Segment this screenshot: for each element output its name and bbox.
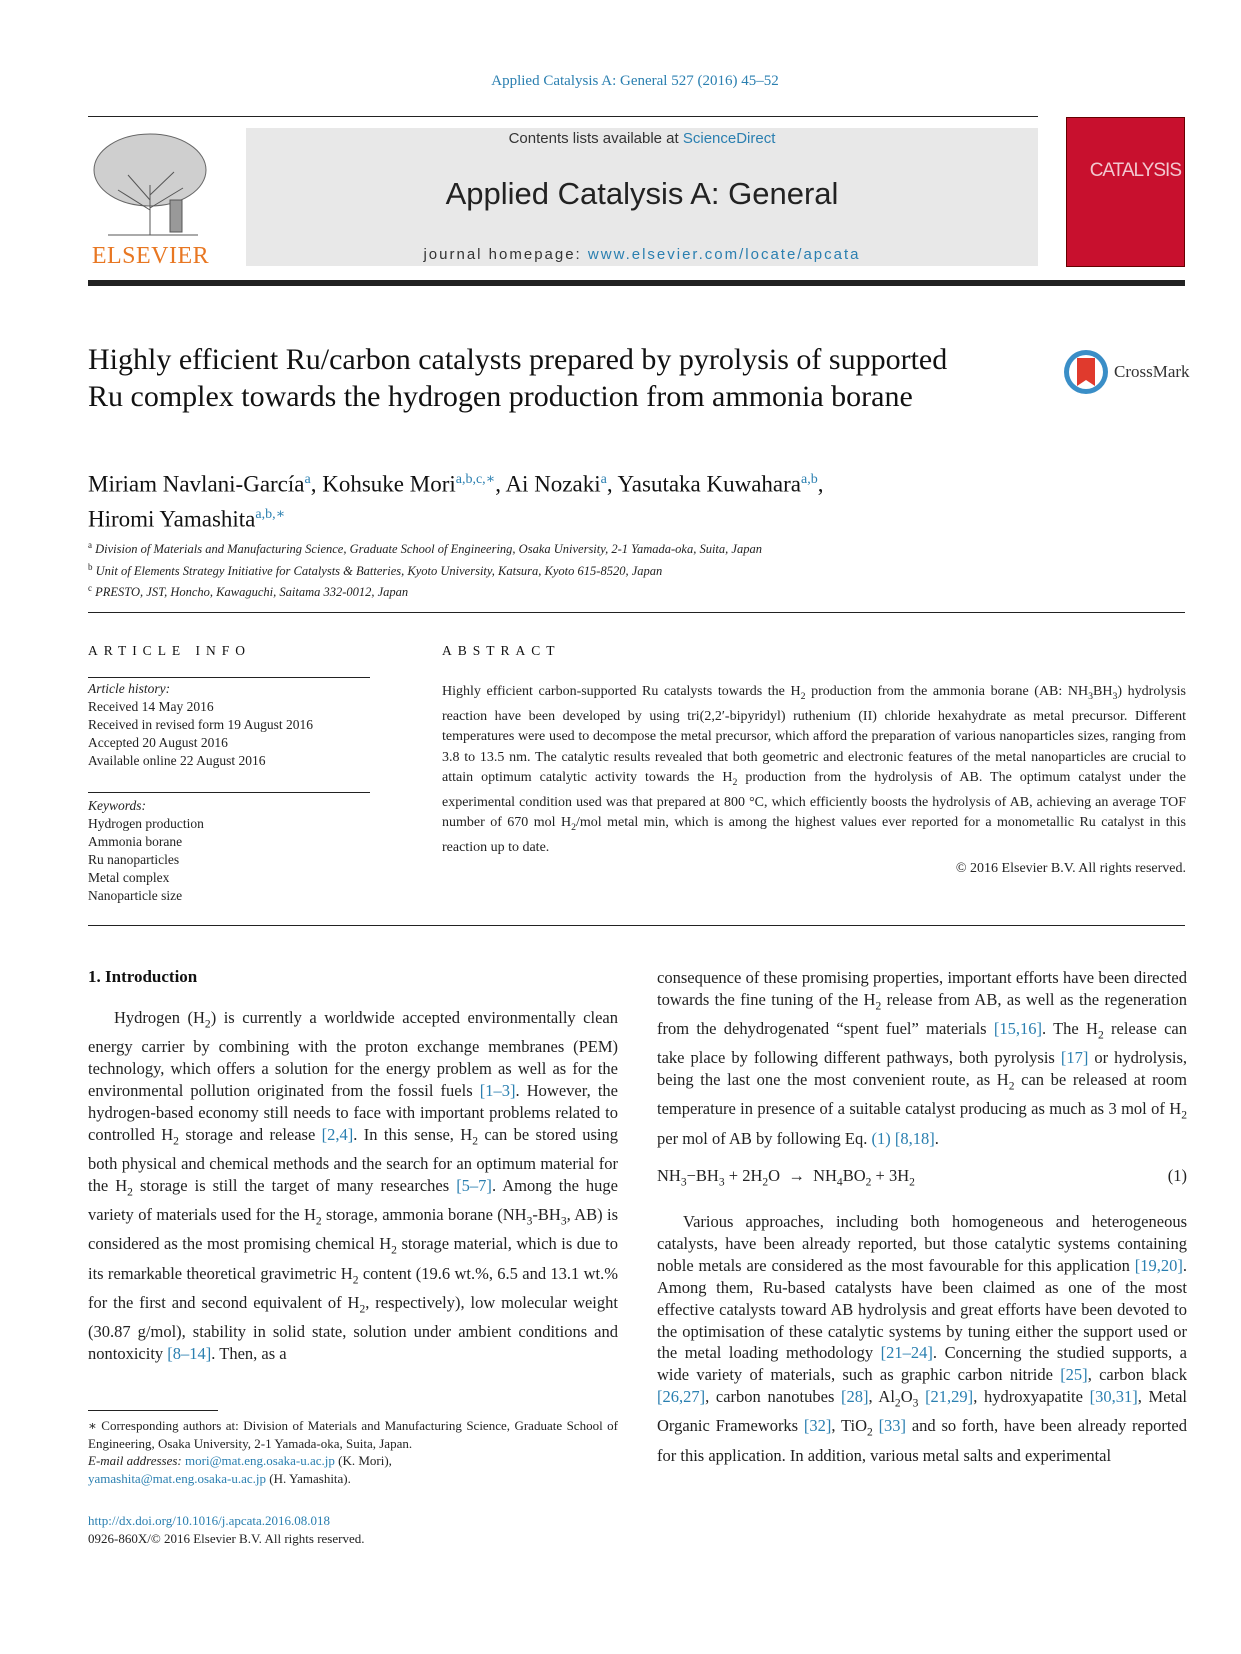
affiliation-line xyxy=(88,580,1088,602)
ref-link[interactable]: [21–24] xyxy=(880,1343,933,1363)
ref-link[interactable]: [8–14] xyxy=(167,1343,212,1363)
abstract-copyright: © 2016 Elsevier B.V. All rights reserved. xyxy=(955,860,1186,876)
footnote xyxy=(88,1417,618,1487)
keyword: Nanoparticle size xyxy=(88,888,183,903)
author-name[interactable]: Kohsuke Mori xyxy=(322,471,456,497)
author-affiliation-mark[interactable]: a,b,∗ xyxy=(255,506,286,522)
abstract-heading: ABSTRACT xyxy=(442,643,561,658)
header-thick-rule xyxy=(88,280,1185,286)
ref-link[interactable]: [33] xyxy=(878,1416,907,1436)
author-name[interactable]: Yasutaka Kuwahara xyxy=(617,471,802,497)
ref-link[interactable]: [1–3] xyxy=(479,1081,516,1101)
equation-1: $NH_3-BH_3 + 2H_2O \to NH_4BO_2 + 3H_2$ (1) xyxy=(657,1166,1187,1189)
article-info-heading: ARTICLE INFO xyxy=(88,643,252,658)
email-line xyxy=(88,1452,618,1487)
equation-link[interactable]: (1) xyxy=(871,1128,891,1148)
ref-link[interactable]: [26,27] xyxy=(657,1387,706,1407)
intro-column-right-bottom: Various approaches, including both homogeneous and heterogeneous catalysts, have been already reported, but those catalytic systems containing noble metals are considered as the most favourable for this application [19,20]. Among them, Ru-based catalysts have been claimed as one of the most effective catalysts toward AB hydrolysis and great efforts have been devoted to the optimisation of these catalytic systems by tuning either the support used or the metal loading methodology [21–24]. Concerning the studied supports, a wide variety of materials, such as graphic carbon nitride [25], carbon black [26,27], carbon nanotubes [28], $Al_2O_3$ [21,29], hydroxyapatite [30,31], Metal Organic Frameworks [32], TiO$_2$ [33] and so forth, have been already reported for this application. In addition, various metal salts and experimental xyxy=(657,1212,1188,1465)
affiliation-text: Unit of Elements Strategy Initiative for Catalysts & Batteries, Kyoto University, Katsura, Kyoto 615-8520, Japan xyxy=(95,563,663,578)
homepage-prefix: journal homepage: xyxy=(423,246,588,263)
author-affiliation-mark[interactable]: a xyxy=(304,472,311,487)
author-list: Miriam Navlani-García$^a$, Kohsuke Mori$^{a,b,c,∗}$, Ai Nozaki$^a$, Yasutaka Kuwahara$^{a,b}$, Hiromi Yamashita$^{a,b,∗}$ xyxy=(88,471,824,532)
keyword: Hydrogen production xyxy=(88,816,204,831)
homepage-line xyxy=(246,246,1038,263)
elsevier-logo[interactable] xyxy=(88,130,213,270)
ref-link[interactable]: [19,20] xyxy=(1134,1255,1183,1275)
author-affiliation-mark[interactable]: a,b xyxy=(801,472,818,487)
author-affiliation-mark[interactable]: a xyxy=(600,472,607,487)
article-history xyxy=(88,680,370,770)
email-owner: (H. Yamashita). xyxy=(266,1470,351,1486)
keyword: Metal complex xyxy=(88,870,170,885)
ref-link[interactable]: [30,31] xyxy=(1089,1387,1138,1407)
email-link[interactable]: mori@mat.eng.osaka-u.ac.jp xyxy=(185,1453,335,1468)
author-name[interactable]: Ai Nozaki xyxy=(505,471,601,497)
info-rule xyxy=(88,677,370,678)
footnote-rule xyxy=(88,1410,218,1411)
history-item: Accepted 20 August 2016 xyxy=(88,735,228,750)
ref-link[interactable]: [2,4] xyxy=(321,1124,354,1144)
contents-line xyxy=(246,130,1038,147)
section-rule xyxy=(88,612,1185,613)
affiliation-mark: c xyxy=(88,583,92,594)
journal-title: Applied Catalysis A: General xyxy=(445,176,839,211)
journal-banner xyxy=(246,128,1038,266)
journal-cover[interactable] xyxy=(1066,117,1185,267)
email-owner: (K. Mori), xyxy=(334,1453,392,1468)
ref-link[interactable]: [21,29] xyxy=(925,1387,974,1407)
cover-title: CATALYSIS xyxy=(1089,160,1181,181)
history-label: Article history: xyxy=(88,681,171,696)
ref-link[interactable]: [25] xyxy=(1060,1365,1088,1385)
ref-link[interactable]: [8,18] xyxy=(894,1128,935,1148)
crossmark-label: CrossMark xyxy=(1114,362,1190,381)
affiliation-text: Division of Materials and Manufacturing Science, Graduate School of Engineering, Osaka University, 2-1 Yamada-oka, Suita, Japan xyxy=(95,542,762,557)
affiliation-line xyxy=(88,559,1088,581)
equation-number: (1) xyxy=(1167,1166,1187,1185)
sciencedirect-link[interactable]: ScienceDirect xyxy=(682,130,776,147)
issn-line: 0926-860X/© 2016 Elsevier B.V. All rights reserved. xyxy=(88,1530,365,1546)
keyword: Ru nanoparticles xyxy=(88,852,180,867)
header-rule xyxy=(88,116,1038,117)
corresponding-note: ∗ Corresponding authors at: Division of Materials and Manufacturing Science, Graduate School of Engineering, Osaka University, 2-1 Yamada-oka, Suita, Japan. xyxy=(88,1418,618,1451)
doi-block xyxy=(88,1512,364,1547)
paper-title: Highly efficient Ru/carbon catalysts prepared by pyrolysis of supported Ru complex towards the hydrogen production from ammonia borane xyxy=(88,343,948,413)
ref-link[interactable]: [28] xyxy=(841,1387,869,1407)
keyword: Ammonia borane xyxy=(88,834,183,849)
doi-link[interactable]: http://dx.doi.org/10.1016/j.apcata.2016.08.018 xyxy=(88,1513,331,1528)
author-affiliation-mark[interactable]: a,b,c,∗ xyxy=(455,472,496,487)
ref-link[interactable]: [5–7] xyxy=(456,1175,492,1195)
homepage-link[interactable]: www.elsevier.com/locate/apcata xyxy=(587,246,861,263)
elsevier-wordmark: ELSEVIER xyxy=(91,243,210,269)
affiliation-mark: b xyxy=(88,561,93,572)
intro-column-left: Hydrogen $(H_2)$ is currently a worldwide accepted environmentally clean energy carrier by combining with the proton exchange membranes (PEM) technology, which offers a solution for the energy problem as well as for the environmental pollution originated from the fossil fuels [1–3]. However, the hydrogen-based economy still needs to face with important problems related to controlled $H_2$ storage and release [2,4]. In this sense, $H_2$ can be stored using both physical and chemical methods and the search for an optimum material for the $H_2$ storage is still the target of many researches [5–7]. Among the huge variety of materials used for the $H_2$ storage, ammonia borane ($NH_3-BH_3$, AB) is considered as the most promising chemical $H_2$ storage material, which is due to its remarkable theoretical gravimetric $H_2$ content (19.6 wt.%, 6.5 and 13.1 wt.% for the first and second equivalent of $H_2$, respectively), low molecular weight (30.87 g/mol), stability in solid state, solution under ambient conditions and nontoxicity [8–14]. Then, as a xyxy=(88,1008,618,1363)
ref-link[interactable]: [17] xyxy=(1060,1048,1089,1068)
keywords xyxy=(88,797,370,905)
author-name[interactable]: Hiromi Yamashita xyxy=(88,506,256,532)
affiliation-text: PRESTO, JST, Honcho, Kawaguchi, Saitama 332-0012, Japan xyxy=(95,585,409,600)
affiliation-mark: a xyxy=(88,540,92,550)
email-label: E-mail addresses: xyxy=(88,1453,186,1468)
history-item: Received in revised form 19 August 2016 xyxy=(88,717,313,732)
keywords-label: Keywords: xyxy=(88,798,146,813)
history-item: Received 14 May 2016 xyxy=(88,699,214,714)
history-item: Available online 22 August 2016 xyxy=(88,753,266,768)
keywords-rule xyxy=(88,792,370,793)
email-link[interactable]: yamashita@mat.eng.osaka-u.ac.jp xyxy=(88,1470,267,1486)
ref-link[interactable]: [32] xyxy=(803,1416,832,1436)
tree-icon xyxy=(88,130,213,240)
crossmark-badge[interactable] xyxy=(1062,348,1192,398)
journal-citation[interactable]: Applied Catalysis A: General 527 (2016) 45–52 xyxy=(491,73,779,89)
affiliation-line xyxy=(88,537,1088,559)
abstract-rule xyxy=(88,925,1185,926)
affiliations xyxy=(88,537,1088,602)
intro-column-right-top: consequence of these promising properties, important efforts have been directed towards the fine tuning of the $H_2$ release from AB, as well as the regeneration from the dehydrogenated “spent fuel” materials [15,16]. The $H_2$ release can take place by following different pathways, both pyrolysis [17] or hydrolysis, being the last one the most convenient route, as $H_2$ can be released at room temperature in presence of a suitable catalyst producing as much as 3 mol of $H_2$ per mol of AB by following Eq. (1) [8,18]. xyxy=(657,968,1188,1148)
abstract-text: Highly efficient carbon-supported Ru catalysts towards the $H_2$ production from the ammonia borane (AB: $NH_3BH_3$) hydrolysis reaction have been developed by using tri(2,2′-bipyridyl) ruthenium (II) chloride hexahydrate as metal precursor. Different temperatures were used to decompose the metal precursor, which afford the preparation of various nanoparticles sizes, ranging from 3.8 to 13.5 nm. The catalytic results revealed that both geometric and electronic features of the metal nanoparticles are crucial to attain optimum catalytic activity towards the $H_2$ production from the hydrolysis of AB. The optimum catalyst under the experimental condition used was that prepared at 800 °C, which efficiently boosts the hydrolysis of AB, achieving an average TOF number of 670 mol $H_2$/mol metal min, which is among the highest values ever reported for a monometallic Ru catalyst in this reaction up to date. © 2016 Elsevier B.V. All rights reserved. xyxy=(442,682,1186,879)
crossmark-icon xyxy=(1062,348,1110,396)
section-title-introduction: 1. Introduction xyxy=(88,967,198,986)
ref-link[interactable]: [15,16] xyxy=(993,1019,1042,1039)
contents-prefix: Contents lists available at xyxy=(508,130,683,147)
author-name[interactable]: Miriam Navlani-García xyxy=(88,471,305,497)
